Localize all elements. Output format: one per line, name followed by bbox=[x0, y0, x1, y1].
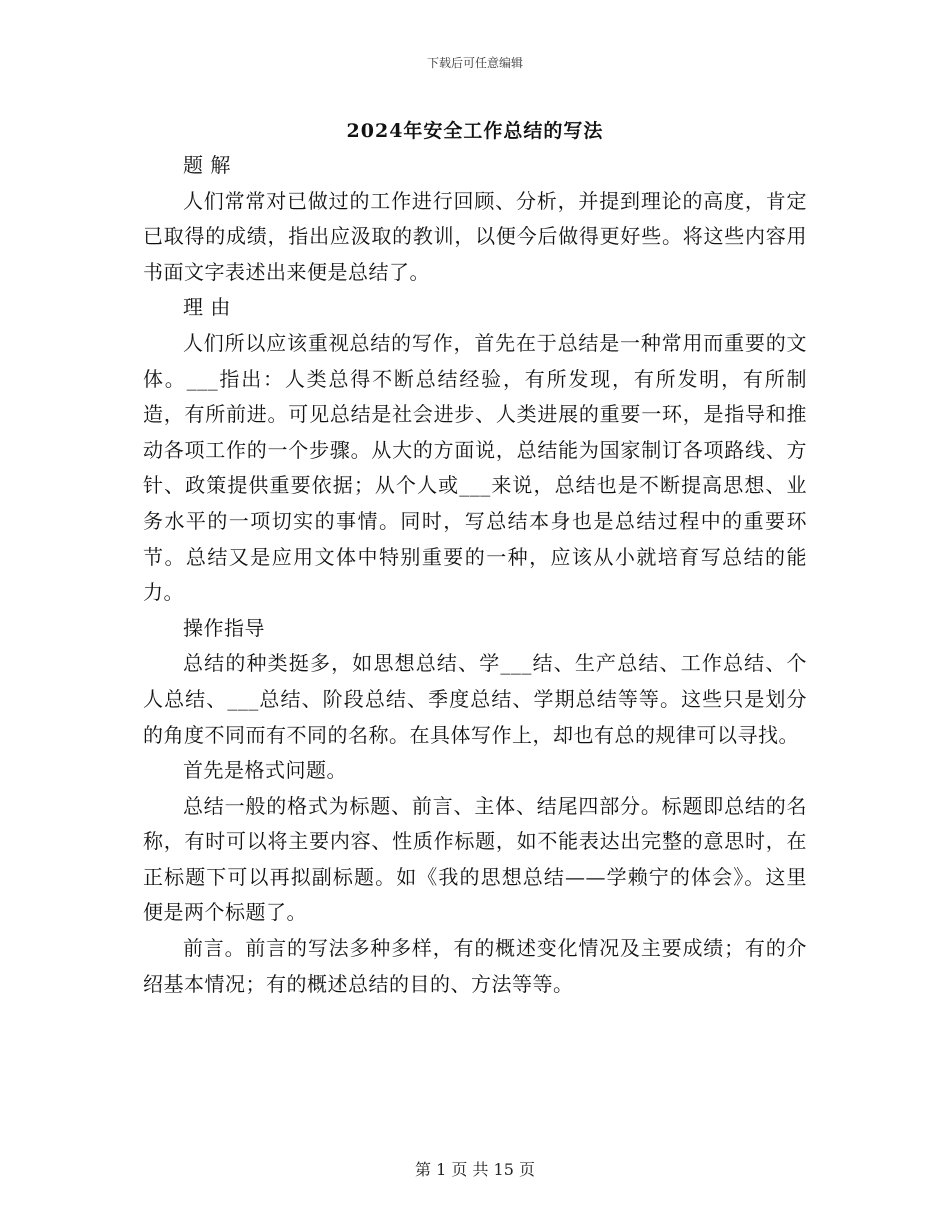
paragraph-preface: 前言。前言的写法多种多样，有的概述变化情况及主要成绩；有的介绍基本情况；有的概述总结的目的、方法等等。 bbox=[143, 936, 807, 996]
section-heading-guidance: 操作指导 bbox=[183, 615, 265, 640]
document-title: 2024年安全工作总结的写法 bbox=[346, 120, 604, 142]
page-header-note: 下载后可任意编辑 bbox=[426, 56, 523, 70]
paragraph-problem: 人们常常对已做过的工作进行回顾、分析，并提到理论的高度，肯定已取得的成绩，指出应汲取的教训，以便今后做得更好些。将这些内容用书面文字表述出来便是总结了。 bbox=[143, 188, 807, 284]
paragraph-format: 总结一般的格式为标题、前言、主体、结尾四部分。标题即总结的名称，有时可以将主要内容、性质作标题，如不能表达出完整的意思时，在正标题下可以再拟副标题。如《我的思想总结——学赖宁的体会》。这里便是两个标题了。 bbox=[143, 793, 807, 925]
section-heading-reason: 理 由 bbox=[183, 295, 231, 320]
paragraph-reason: 人们所以应该重视总结的写作，首先在于总结是一种常用而重要的文体。___指出：人类总得不断总结经验，有所发现，有所发明，有所制造，有所前进。可见总结是社会进步、人类进展的重要一环，是指导和推动各项工作的一个步骤。从大的方面说，总结能为国家制订各项路线、方针、政策提供重要依据；从个人或___来说，总结也是不断提高思想、业务水平的一项切实的事情。同时，写总结本身也是总结过程中的重要环节。总结又是应用文体中特别重要的一种，应该从小就培育写总结的能力。 bbox=[143, 330, 807, 605]
section-heading-problem: 题 解 bbox=[183, 153, 231, 177]
page-footer: 第 1 页 共 15 页 bbox=[415, 1160, 535, 1179]
document-body bbox=[143, 148, 807, 1002]
paragraph-format-intro: 首先是格式问题。 bbox=[183, 758, 347, 783]
paragraph-types: 总结的种类挺多，如思想总结、学___结、生产总结、工作总结、个人总结、___总结、阶段总结、季度总结、学期总结等等。这些只是划分的角度不同而有不同的名称。在具体写作上，却也有总的规律可以寻找。 bbox=[143, 651, 807, 747]
